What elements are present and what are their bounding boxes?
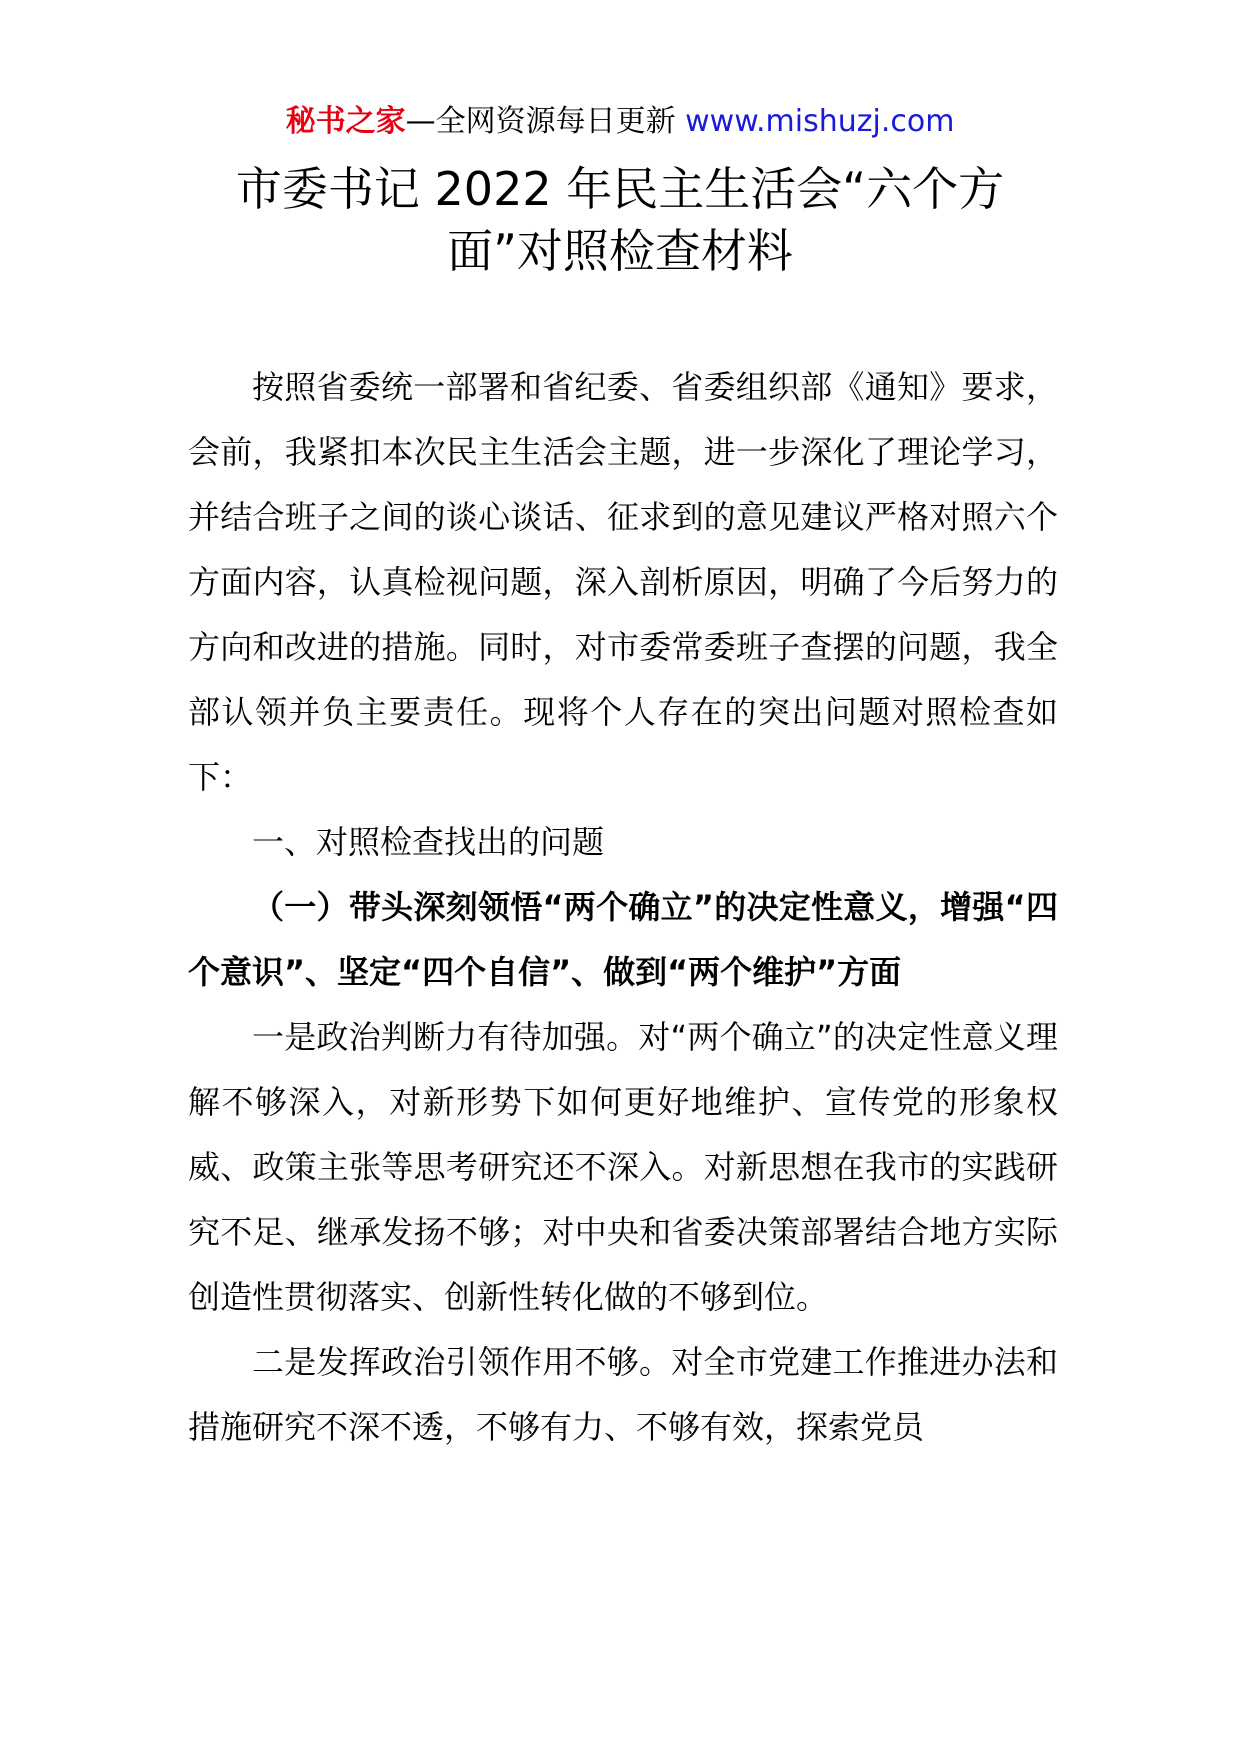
- subsection-heading: （一）带头深刻领悟“两个确立”的决定性意义，增强“四个意识”、坚定“四个自信”、做到“两个维护”方面: [188, 888, 1058, 991]
- document-body: [188, 355, 1058, 1460]
- site-header: [0, 100, 1240, 144]
- body-paragraph: 一是政治判断力有待加强。对“两个确立”的决定性意义理解不够深入，对新形势下如何更好地维护、宣传党的形象权威、政策主张等思考研究还不深入。对新思想在我市的实践研究不足、继承发扬不够；对中央和省委决策部署结合地方实际创造性贯彻落实、创新性转化做的不够到位。: [188, 1018, 1058, 1316]
- title-line-1: 市委书记 2022 年民主生活会“六个方: [235, 162, 1005, 216]
- header-slogan: —全网资源每日更新: [405, 104, 686, 139]
- body-paragraph: 二是发挥政治引领作用不够。对全市党建工作推进办法和措施研究不深不透，不够有力、不够有效，探索党员: [188, 1343, 1058, 1446]
- brand-name: 秘书之家: [285, 104, 406, 139]
- intro-paragraph: 按照省委统一部署和省纪委、省委组织部《通知》要求，会前，我紧扣本次民主生活会主题，进一步深化了理论学习，并结合班子之间的谈心谈话、征求到的意见建议严格对照六个方面内容，认真检视问题，深入剖析原因，明确了今后努力的方向和改进的措施。同时，对市委常委班子查摆的问题，我全部认领并负主要责任。现将个人存在的突出问题对照检查如下：: [188, 368, 1058, 796]
- title-line-2: 面”对照检查材料: [447, 224, 793, 278]
- document-title: [180, 158, 1060, 282]
- site-url-link[interactable]: www.mishuzj.com: [685, 104, 955, 139]
- section-heading: 一、对照检查找出的问题: [252, 823, 605, 861]
